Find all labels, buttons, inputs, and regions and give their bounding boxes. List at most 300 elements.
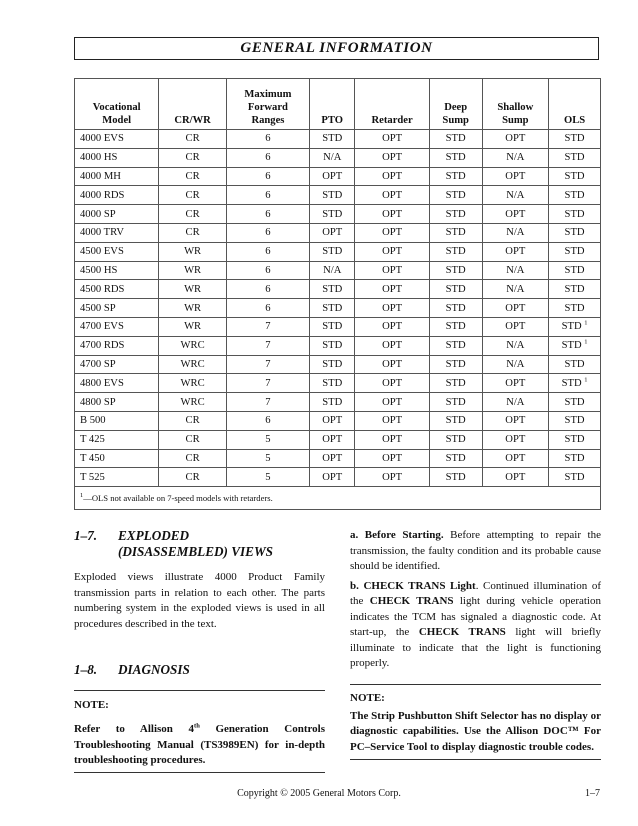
cell-deep-sump <box>429 393 482 412</box>
table-row <box>75 148 601 167</box>
cell-value: CR <box>185 133 200 145</box>
cell-value: N/A <box>506 358 525 370</box>
cell-vocational-model <box>75 130 159 149</box>
cell-value: OPT <box>382 396 403 408</box>
cell-cr-wr <box>159 317 226 336</box>
cell-retarder <box>355 242 429 261</box>
cell-ols <box>549 148 601 167</box>
cell-value: OPT <box>382 264 403 276</box>
note-text-end: Generation Controls Troubleshooting Manual (TS3989EN) for in-depth troubleshooting procedures. <box>74 723 326 766</box>
cell-pto <box>310 242 355 261</box>
cell-value: OPT <box>505 133 526 145</box>
cell-pto <box>310 130 355 149</box>
cell-pto <box>310 261 355 280</box>
cell-shallow-sump <box>482 411 549 430</box>
cell-value: N/A <box>506 264 525 276</box>
header-line: Ranges <box>251 115 285 126</box>
cell-value: 4000 TRV <box>80 227 124 239</box>
cell-cr-wr <box>159 223 226 242</box>
cell-vocational-model <box>75 186 159 205</box>
cell-ols <box>549 280 601 299</box>
cell-value: STD <box>445 208 466 220</box>
cell-retarder <box>355 205 429 224</box>
cell-value: T 450 <box>80 452 105 464</box>
cell-retarder <box>355 468 429 487</box>
cell-deep-sump <box>429 148 482 167</box>
cell-shallow-sump <box>482 299 549 318</box>
cell-value: CR <box>185 152 200 164</box>
header-row <box>75 79 601 130</box>
header-line: Sump <box>442 115 469 126</box>
cell-value: OPT <box>505 415 526 427</box>
table-row <box>75 130 601 149</box>
cell-value: STD <box>445 321 466 333</box>
cell-shallow-sump <box>482 336 549 355</box>
cell-cr-wr <box>159 449 226 468</box>
cell-cr-wr <box>159 167 226 186</box>
cell-cr-wr <box>159 299 226 318</box>
paragraph-text: . Continued illumination of the <box>350 579 601 607</box>
footnote-text: —OLS not available on 7-speed models with retarders. <box>83 492 273 503</box>
table-body <box>75 130 601 487</box>
cell-value: STD <box>564 170 585 182</box>
cell-value: 4000 MH <box>80 170 121 182</box>
cell-value: STD <box>445 434 466 446</box>
cell-cr-wr <box>159 430 226 449</box>
cell-value: STD <box>564 264 585 276</box>
header-line: Maximum <box>244 89 292 100</box>
cell-max-forward-ranges <box>226 317 309 336</box>
note-label: NOTE: <box>74 699 109 711</box>
cell-max-forward-ranges <box>226 374 309 393</box>
header-line: Vocational <box>92 102 141 113</box>
col-header-retarder <box>355 79 429 130</box>
cell-value: 7 <box>265 340 271 352</box>
cell-vocational-model <box>75 242 159 261</box>
cell-value: STD <box>322 189 343 201</box>
table-row <box>75 393 601 412</box>
cell-value: 7 <box>265 358 271 370</box>
cell-cr-wr <box>159 393 226 412</box>
footnote-row <box>75 487 601 510</box>
model-spec-table <box>74 78 601 510</box>
cell-max-forward-ranges <box>226 411 309 430</box>
header-line: OLS <box>563 115 586 126</box>
note-label: NOTE: <box>350 691 385 704</box>
cell-ols <box>549 242 601 261</box>
cell-vocational-model <box>75 355 159 374</box>
cell-deep-sump <box>429 280 482 299</box>
cell-max-forward-ranges <box>226 449 309 468</box>
paragraph-text: light during vehicle operation indicates the TCM has signaled a diagnostic code. At start-up, the <box>350 595 601 638</box>
cell-max-forward-ranges <box>226 393 309 412</box>
cell-cr-wr <box>159 280 226 299</box>
cell-shallow-sump <box>482 393 549 412</box>
table-row <box>75 186 601 205</box>
cell-pto <box>310 449 355 468</box>
cell-max-forward-ranges <box>226 280 309 299</box>
cell-value: CR <box>185 227 200 239</box>
cell-vocational-model <box>75 261 159 280</box>
cell-value: OPT <box>505 170 526 182</box>
cell-pto <box>310 355 355 374</box>
cell-pto <box>310 167 355 186</box>
cell-shallow-sump <box>482 242 549 261</box>
section-1-8-heading <box>74 662 325 678</box>
section-1-7-body: Exploded views illustrate 4000 Product Family transmission parts in relation to each other. The parts numbering system in the exploded views is used in all procedures described in the text. <box>74 571 325 630</box>
cell-value: STD <box>564 246 585 258</box>
cell-value: T 525 <box>80 471 105 483</box>
cell-value: OPT <box>505 302 526 314</box>
cell-shallow-sump <box>482 261 549 280</box>
cell-value: STD <box>564 471 585 483</box>
section-title-line-2: (DISASSEMBLED) VIEWS <box>118 544 274 559</box>
cell-value: STD <box>445 264 466 276</box>
cell-value: WR <box>184 283 202 295</box>
ols-footnote-mark: 1 <box>584 319 588 327</box>
cell-value: STD <box>445 170 466 182</box>
cell-shallow-sump <box>482 317 549 336</box>
cell-max-forward-ranges <box>226 430 309 449</box>
cell-shallow-sump <box>482 148 549 167</box>
cell-value: OPT <box>505 246 526 258</box>
cell-max-forward-ranges <box>226 130 309 149</box>
section-1-7-heading <box>74 528 325 560</box>
table-row <box>75 317 601 336</box>
cell-value: 4700 SP <box>80 358 116 370</box>
cell-value: STD <box>445 358 466 370</box>
cell-ols <box>549 411 601 430</box>
table-row <box>75 299 601 318</box>
cell-retarder <box>355 223 429 242</box>
cell-value: OPT <box>382 377 403 389</box>
cell-value: 4000 HS <box>80 152 118 164</box>
table-row <box>75 280 601 299</box>
cell-value: STD <box>322 358 343 370</box>
cell-value: 4500 RDS <box>80 283 125 295</box>
cell-value: STD <box>445 415 466 427</box>
cell-value: OPT <box>505 208 526 220</box>
header-line: Forward <box>247 102 288 113</box>
cell-value: OPT <box>505 471 526 483</box>
cell-value: B 500 <box>80 415 106 427</box>
cell-max-forward-ranges <box>226 223 309 242</box>
paragraph-text: light will briefly illuminate to indicate that the light is functioning properly. <box>350 626 601 669</box>
cell-retarder <box>355 299 429 318</box>
table-footer <box>75 487 601 510</box>
section-title-line-1: EXPLODED <box>118 528 190 543</box>
footnote-mark: 1 <box>80 491 84 499</box>
cell-value: STD <box>445 340 466 352</box>
cell-ols <box>549 167 601 186</box>
cell-retarder <box>355 167 429 186</box>
cell-value: OPT <box>382 170 403 182</box>
cell-value: 4800 SP <box>80 396 116 408</box>
note-body: The Strip Pushbutton Shift Selector has no display or diagnostic capabilities. Use the Allison DOC™ For PC–Service Tool to display diagnostic trouble codes. <box>350 709 601 753</box>
section-number: 1–7. <box>74 528 98 543</box>
cell-value: STD <box>564 152 585 164</box>
cell-value: OPT <box>322 452 343 464</box>
section-number: 1–8. <box>74 662 98 677</box>
cell-cr-wr <box>159 130 226 149</box>
cell-shallow-sump <box>482 355 549 374</box>
cell-pto <box>310 393 355 412</box>
cell-pto <box>310 411 355 430</box>
selector-note <box>350 684 601 761</box>
cell-pto <box>310 317 355 336</box>
cell-value: CR <box>185 208 200 220</box>
cell-value: STD <box>445 302 466 314</box>
cell-value: STD <box>561 340 582 352</box>
cell-retarder <box>355 355 429 374</box>
cell-vocational-model <box>75 468 159 487</box>
cell-value: CR <box>185 189 200 201</box>
table-row <box>75 411 601 430</box>
cell-ols <box>549 468 601 487</box>
table-row <box>75 355 601 374</box>
cell-value: OPT <box>505 321 526 333</box>
header-line: Shallow <box>497 102 534 113</box>
cell-value: T 425 <box>80 434 105 446</box>
table-row <box>75 430 601 449</box>
cell-value: OPT <box>382 415 403 427</box>
cell-max-forward-ranges <box>226 468 309 487</box>
cell-deep-sump <box>429 205 482 224</box>
section-title <box>118 528 273 560</box>
cell-deep-sump <box>429 430 482 449</box>
cell-value: OPT <box>382 189 403 201</box>
cell-vocational-model <box>75 317 159 336</box>
cell-value: OPT <box>382 152 403 164</box>
cell-value: OPT <box>505 377 526 389</box>
cell-value: 4000 SP <box>80 208 116 220</box>
section-title: DIAGNOSIS <box>118 662 190 677</box>
ols-footnote-mark: 1 <box>584 338 588 346</box>
note-superscript: th <box>194 722 200 730</box>
cell-vocational-model <box>75 205 159 224</box>
cell-pto <box>310 186 355 205</box>
cell-retarder <box>355 449 429 468</box>
col-header-max-forward-ranges <box>226 79 309 130</box>
cell-value: OPT <box>382 358 403 370</box>
cell-retarder <box>355 393 429 412</box>
cell-value: STD <box>561 321 582 333</box>
cell-value: STD <box>564 396 585 408</box>
cell-value: STD <box>445 152 466 164</box>
cell-value: OPT <box>382 246 403 258</box>
cell-value: STD <box>564 452 585 464</box>
cell-value: 5 <box>265 471 271 483</box>
cell-value: STD <box>564 358 585 370</box>
cell-cr-wr <box>159 374 226 393</box>
cell-vocational-model <box>75 430 159 449</box>
cell-value: OPT <box>382 321 403 333</box>
header-line: PTO <box>321 115 344 126</box>
cell-shallow-sump <box>482 205 549 224</box>
cell-value: STD <box>445 452 466 464</box>
cell-value: 6 <box>265 302 271 314</box>
col-header-vocational-model <box>75 79 159 130</box>
cell-value: 7 <box>265 377 271 389</box>
cell-cr-wr <box>159 205 226 224</box>
cell-cr-wr <box>159 242 226 261</box>
cell-value: STD <box>322 377 343 389</box>
cell-retarder <box>355 430 429 449</box>
cell-pto <box>310 205 355 224</box>
cell-value: WRC <box>180 358 205 370</box>
cell-deep-sump <box>429 186 482 205</box>
cell-value: STD <box>445 377 466 389</box>
cell-vocational-model <box>75 411 159 430</box>
check-trans-term: CHECK TRANS <box>418 626 506 638</box>
cell-ols <box>549 374 601 393</box>
cell-value: 4000 RDS <box>80 189 125 201</box>
cell-value: 4500 HS <box>80 264 118 276</box>
cell-value: N/A <box>323 152 342 164</box>
ols-footnote-mark: 1 <box>584 376 588 384</box>
cell-value: STD <box>564 133 585 145</box>
cell-value: 6 <box>265 283 271 295</box>
page-number: 1–7 <box>585 788 600 799</box>
table-row <box>75 223 601 242</box>
cell-deep-sump <box>429 374 482 393</box>
cell-max-forward-ranges <box>226 261 309 280</box>
cell-value: 6 <box>265 246 271 258</box>
table-header <box>75 79 601 130</box>
cell-shallow-sump <box>482 468 549 487</box>
cell-value: STD <box>322 133 343 145</box>
left-column <box>74 528 325 773</box>
cell-value: STD <box>564 434 585 446</box>
cell-value: STD <box>445 189 466 201</box>
cell-value: 6 <box>265 264 271 276</box>
cell-value: 5 <box>265 452 271 464</box>
header-line: Sump <box>502 115 529 126</box>
cell-value: WRC <box>180 377 205 389</box>
cell-pto <box>310 280 355 299</box>
cell-retarder <box>355 148 429 167</box>
cell-value: OPT <box>382 208 403 220</box>
col-header-pto <box>310 79 355 130</box>
cell-value: OPT <box>382 227 403 239</box>
cell-vocational-model <box>75 374 159 393</box>
cell-pto <box>310 430 355 449</box>
cell-cr-wr <box>159 261 226 280</box>
cell-max-forward-ranges <box>226 148 309 167</box>
cell-ols <box>549 336 601 355</box>
note-text-start: Refer to Allison 4 <box>74 723 195 735</box>
cell-cr-wr <box>159 411 226 430</box>
cell-value: WR <box>184 321 202 333</box>
cell-shallow-sump <box>482 374 549 393</box>
cell-shallow-sump <box>482 130 549 149</box>
table-row <box>75 449 601 468</box>
table-row <box>75 205 601 224</box>
cell-retarder <box>355 130 429 149</box>
cell-cr-wr <box>159 186 226 205</box>
cell-value: STD <box>322 321 343 333</box>
cell-value: OPT <box>382 133 403 145</box>
cell-value: OPT <box>382 452 403 464</box>
cell-value: STD <box>322 340 343 352</box>
cell-value: 6 <box>265 208 271 220</box>
cell-value: STD <box>322 208 343 220</box>
right-column <box>350 528 601 760</box>
header-line: Retarder <box>371 115 413 126</box>
cell-value: 6 <box>265 133 271 145</box>
cell-value: N/A <box>506 189 525 201</box>
cell-cr-wr <box>159 148 226 167</box>
cell-cr-wr <box>159 468 226 487</box>
cell-value: WR <box>184 246 202 258</box>
cell-value: OPT <box>505 452 526 464</box>
page-title: GENERAL INFORMATION <box>74 37 599 60</box>
cell-value: WR <box>184 264 202 276</box>
cell-ols <box>549 205 601 224</box>
table-row <box>75 261 601 280</box>
cell-value: 6 <box>265 152 271 164</box>
cell-value: N/A <box>506 283 525 295</box>
cell-shallow-sump <box>482 186 549 205</box>
cell-retarder <box>355 411 429 430</box>
cell-value: STD <box>561 377 582 389</box>
cell-value: OPT <box>505 434 526 446</box>
cell-value: STD <box>564 415 585 427</box>
cell-retarder <box>355 261 429 280</box>
cell-value: 5 <box>265 434 271 446</box>
cell-deep-sump <box>429 317 482 336</box>
cell-vocational-model <box>75 336 159 355</box>
paragraph-lead: b. CHECK TRANS Light <box>350 579 476 592</box>
copyright: Copyright © 2005 General Motors Corp. <box>237 788 401 799</box>
cell-deep-sump <box>429 355 482 374</box>
col-header-ols <box>549 79 601 130</box>
cell-value: STD <box>445 227 466 239</box>
cell-value: STD <box>445 471 466 483</box>
cell-vocational-model <box>75 148 159 167</box>
paragraph-lead: a. Before Starting. <box>350 529 444 541</box>
cell-max-forward-ranges <box>226 242 309 261</box>
cell-value: WRC <box>180 396 205 408</box>
cell-value: CR <box>185 471 200 483</box>
cell-pto <box>310 299 355 318</box>
cell-value: 4000 EVS <box>80 133 124 145</box>
cell-value: 4700 RDS <box>80 340 125 352</box>
cell-value: 7 <box>265 321 271 333</box>
table-footnote <box>75 487 601 510</box>
note-body <box>74 722 325 769</box>
cell-value: OPT <box>382 302 403 314</box>
table-row <box>75 336 601 355</box>
cell-deep-sump <box>429 336 482 355</box>
cell-vocational-model <box>75 449 159 468</box>
cell-vocational-model <box>75 223 159 242</box>
cell-value: STD <box>564 283 585 295</box>
cell-deep-sump <box>429 468 482 487</box>
cell-value: OPT <box>322 415 343 427</box>
cell-value: 4800 EVS <box>80 377 124 389</box>
cell-value: 6 <box>265 227 271 239</box>
cell-vocational-model <box>75 299 159 318</box>
cell-cr-wr <box>159 336 226 355</box>
cell-ols <box>549 449 601 468</box>
cell-value: OPT <box>322 227 343 239</box>
table-row <box>75 167 601 186</box>
col-header-shallow-sump <box>482 79 549 130</box>
cell-value: STD <box>564 208 585 220</box>
cell-deep-sump <box>429 449 482 468</box>
header-line: Deep <box>444 102 468 113</box>
